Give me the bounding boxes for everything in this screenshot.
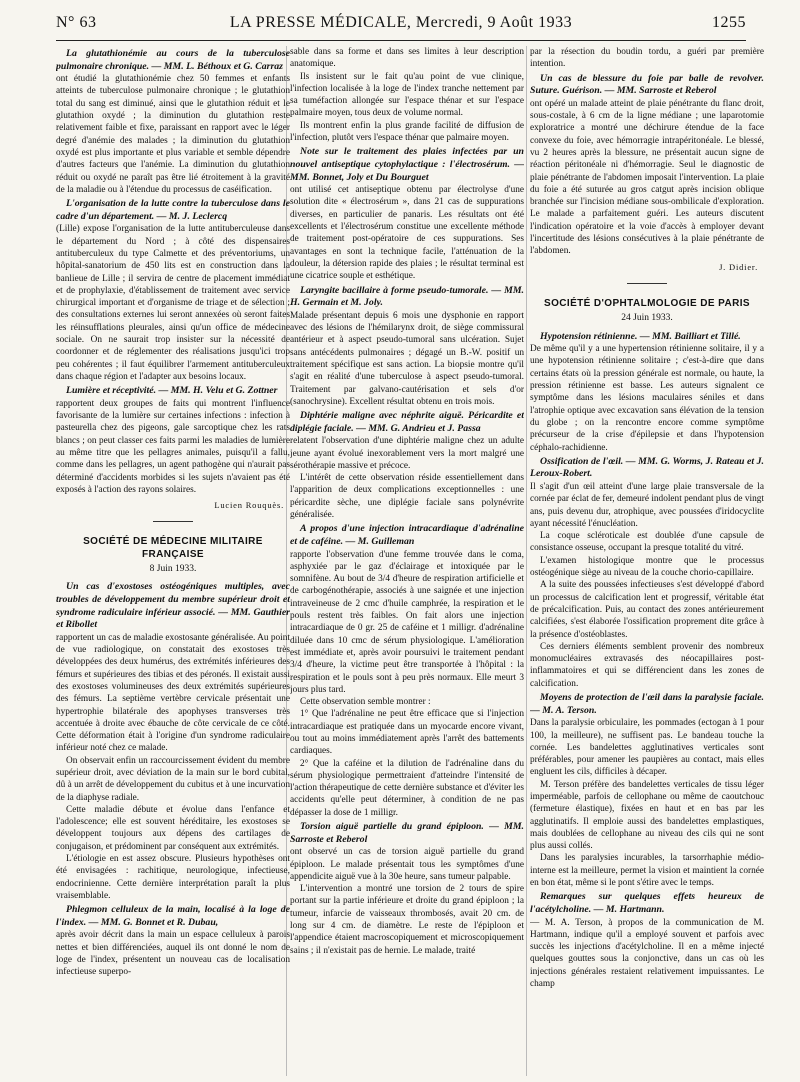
paragraph: 1° Que l'adrénaline ne peut être efficace que si l'injection intracardiaque est pratiquée dans un myocarde encore vivant, ou tout au moins immédiatement après l'arrêt des battements cardiaques. <box>290 709 524 757</box>
paragraph: L'examen histologique montre que le processus ostéogénique siège au niveau de la couche chorio-capillaire. <box>530 555 764 579</box>
article-body: relatent l'observation d'une diphtérie maligne chez un adulte jeune ayant évolué inexorablement vers la mort malgré une sérothérapie massive et précoce. <box>290 436 524 471</box>
article-heading: Ossification de l'œil. — MM. G. Worms, J. Rateau et J. Leroux-Robert. <box>530 455 764 480</box>
author-signature: Lucien Rouquès. <box>214 500 284 511</box>
paragraph: La coque scléroticale est doublée d'une capsule de consistance osseuse, occupant la presque totalité du vitré. <box>530 531 764 554</box>
article-heading: Diphtérie maligne avec néphrite aiguë. Péricardite et diplégie faciale. — MM. G. Andrieu et J. Passa <box>290 410 524 434</box>
article-body: rapportent deux groupes de faits qui montrent l'influence favorisante de la lumière sur certaines infections : infection à pasteurella chez des pigeons, gale sarcoptique chez les rats blancs ; on peut classer ces faits parmi les maladies de lumière au même titre que les pellagres animales, puisqu'il a fallu, comme dans les pellagres, un agent pathogène qui n'aurait pas déterminé d'accidents morbides si les sujets n'avaient pas été exposés à l'action des rayons solaires. <box>56 398 290 495</box>
article-body: Il s'agit d'un œil atteint d'une large plaie transversale de la cornée par éclat de fer, demeuré indolent pendant plus de vingt ans, puis devenu dur, atrophique, avec poussées d'iridocyclite ayant nécessité l'énucléation. <box>530 481 764 529</box>
paragraph: Cette observation semble montrer : <box>300 697 431 708</box>
article-body: ont utilisé cet antiseptique obtenu par électrolyse d'une solution dite « électrosérum », dans 21 cas de suppurations diverses, en particulier de panaris. Les résultats ont été excellents et l'électrosérum constitue une excellente méthode de traitement post-opératoire de ces suppurations. Ses avantages en sont la technique facile, l'atténuation de la douleur, la détersion rapide des plaies ; le résultat terminal est une cicatrice souple et esthétique. <box>290 185 524 282</box>
article-body: après avoir décrit dans la main un espace celluleux à parois nettes et bien différenciées, auquel ils ont donné le nom de loge de l'index, présentent un nouveau cas de localisation infectieuse superpo- <box>56 930 290 978</box>
article-heading: La glutathionémie au cours de la tuberculose pulmonaire chronique. — MM. L. Béthoux et G. Carraz <box>56 48 290 72</box>
article-body: (Lille) expose l'organisation de la lutte antituberculeuse dans le département du Nord ; à côté des dispensaires antituberculeux du type Calmette et des préventoriums, un hôpital-sanatorium de 450 lits est en construction dans la banlieue de Lille ; il servira de centre de placement immédiat et de prophylaxie, d'établissement de traitement avec service chirurgical important et d'organisme de triage et de sélection ; des consultations externes lui seront annexées où seront faites les réinsufflations pleurales, ainsi qu'un office de médecine sociale. On ne saurait trop insister sur la nécessité de coordonner et de réglementer des réalisations jusqu'ici trop peu cohérentes ; il faut équilibrer l'armement antituberculeux dans chaque région et l'adapter aux besoins locaux. <box>56 224 290 382</box>
article-body: rapporte l'observation d'une femme trouvée dans le coma, asphyxiée par le gaz d'éclairage et intoxiquée par le somnifène. Au bout de 3/4 d'heure de respiration artificielle et de carbogénothérapie, associés à une saignée et une injection intraveineuse de 2 cmc d'huile camphrée, la respiration et le pouls restent très faibles. On fait alors une injection intracardiaque de 0 gr. 25 de caféine et 1 milligr. d'adrénaline diluée dans 10 cmc de sérum physiologique. L'amélioration est immédiate et, après avoir poursuivi le traitement pendant 3/4 d'heure, la victime peut être transportée à l'hôpital : la respiration et le pouls sont à peu près normaux. Elle meurt 3 jours plus tard. <box>290 549 524 695</box>
paragraph: par la résection du boudin tordu, a guéri par première intention. <box>530 47 764 70</box>
paragraph: Cette maladie débute et évolue dans l'enfance et l'adolescence; elle est souvent héréditaire, les exostoses se développent toujours aux dépens des cartilages de conjugaison, et prédominent par conséquent aux extrémités. <box>56 804 290 852</box>
article-heading: Phlegmon celluleux de la main, localisé à la loge de l'index. — MM. G. Bonnet et R. Dubau, <box>56 904 290 928</box>
paragraph: On observait enfin un raccourcissement évident du membre supérieur droit, avec déviation de la main sur le bord cubital, dû à un arrêt de développement du cubitus et à une incurvation de la diaphyse radiale. <box>56 755 290 803</box>
paragraph: sable dans sa forme et dans ses limites à leur description anatomique. <box>290 47 524 70</box>
column-middle <box>290 46 524 1076</box>
article-body: ont étudié la glutathionémie chez 50 femmes et enfants atteints de tuberculose pulmonaire chronique ; le glutathion total du sang est diminué, ainsi que le glutathion réduit et le glutathion oxydé ; la diminution du glutathion reste relativement faible et fixe, paraissant en rapport avec le léger degré d'anémie des malades ; la diminution du glutathion oxydé est plus importante et plus variable et semble dépendre d'autres facteurs que l'anémie. La diminution du glutathion réduit ou oxydé ne paraît pas être lié étroitement à la gravité de la maladie ou à l'étendue du processus de caséification. <box>56 74 290 195</box>
article-heading: Torsion aiguë partielle du grand épiploon. — MM. Sarroste et Reberol <box>290 821 524 845</box>
paragraph: Ces derniers éléments semblent provenir des nombreux monomucléaires extravasés des néocapillaires post-inflammatoires et qui se différencient dans les zones de calcification. <box>530 641 764 689</box>
article-body: Malade présentant depuis 6 mois une dysphonie en rapport avec des lésions de l'hémilarynx droit, de siège commissural antérieur et à aspect pseudo-tumoral sans ulcération. Sujet sans antécédents pulmonaires ; dégagé un B.-W. positif un traitement spécifique est sans action. La biopsie montre qu'il s'agit en réalité d'une tuberculose à aspect pseudo-tumoral. Traitement par galvano-cautérisation et sels d'or (sanochrysine). Excellent résultat obtenu en trois mois. <box>290 310 524 407</box>
paragraph: Dans les paralysies incurables, la tarsorrhaphie médio-interne est la meilleure, permet la vision et maintient la cornée en bon état, même si le pont s'étire avec le temps. <box>530 853 764 889</box>
separator-rule <box>627 283 667 284</box>
article-body: Dans la paralysie orbiculaire, les pommades (ectogan à 1 pour 100, la meilleure), ne suffisent pas. Le bandeau touche la cornée. Les bandelettes agglutinatives verticales sont préférables, pour amener les paupières au contact, mais elles engluent les cils, difficiles à décaper. <box>530 718 764 778</box>
column-right <box>530 46 764 1076</box>
article-heading: L'organisation de la lutte contre la tuberculose dans le cadre d'un département. — M. J. Leclercq <box>56 198 290 222</box>
article-body: ont opéré un malade atteint de plaie pénétrante du flanc droit, sous-costale, à 6 cm de la ligne médiane ; une laparotomie exploratrice a montré une déchirure étendue de la face convexe du foie, avec hémorragie intrapéritonéale. Le blessé, vu 2 heures après la blessure, ne présentait aucun signe de réaction péritonéale ni d'hémorragie. Seul le diagnostic de plaie pénétrante de l'abdomen imposait l'intervention. La plaie du foie a été suturée au gros catgut après incision oblique branchée sur l'incision médiane sous-ombilicale d'exploration. Le malade a parfaitement guéri. Les auteurs discutent l'indication opératoire et la voie d'accès à employer devant l'incertitude des lésions consécutives à la plaie pénétrante de l'abdomen. <box>530 98 764 257</box>
section-date: 24 Juin 1933. <box>621 313 673 324</box>
paragraph: Ils insistent sur le fait qu'au point de vue clinique, l'infection localisée à la loge de l'index tranche nettement par sa tuméfaction allongée sur l'espace thénar et sur l'espace palmaire moyen, tous deux de volume normal. <box>290 71 524 119</box>
separator-rule <box>153 521 193 522</box>
article-heading: Moyens de protection de l'œil dans la paralysie faciale. — M. A. Terson. <box>530 692 764 716</box>
paragraph: Ils montrent enfin la plus grande facilité de diffusion de l'infection, plutôt vers l'espace thénar que palmaire moyen. <box>290 120 524 144</box>
article-heading: Note sur le traitement des plaies infectées par un nouvel antiseptique cytophylactique : l'électrosérum. — MM. Bonnet, Joly et Du Bourguet <box>290 146 524 183</box>
paragraph: L'intérêt de cette observation réside essentiellement dans l'apparition de deux complications exceptionnelles : une péricardite sèche, une diplégie faciale sans polynévrite généralisée. <box>290 473 524 521</box>
section-title: SOCIÉTÉ DE MÉDECINE MILITAIRE FRANÇAISE <box>83 536 263 560</box>
column-rule <box>526 46 527 1076</box>
article-body: De même qu'il y a une hypertension rétinienne solitaire, il y a une hypotension rétinienne solitaire ; c'est-à-dire que dans certains états où la pression générale est normale, ou haute, la pression rétinienne est basse. Les auteurs signalent ce symptôme dans les lésions maculaires séniles et dans l'atrophie optique avec excavation sans élévation de la tension du globe ; on la rencontre encore comme symptôme précurseur de la crise d'épilepsie et dans l'hypotension céphalo-rachidienne. <box>530 344 764 453</box>
paragraph: M. Terson préfère des bandelettes verticales de tissu léger imperméable, parfois de cellophane ou même de caoutchouc (fermeture élastique), fixées en haut et en bas par les agglutinatifs. Il emploie aussi des bandelettes emplastiques, mais doublées de cellophane au niveau des cils qui ne sont plus aussi collés. <box>530 779 764 852</box>
article-body: ont observé un cas de torsion aiguë partielle du grand épiploon. Le malade présentait tous les symptômes d'une appendicite aiguë vue à la 30e heure, sans tumeur palpable. <box>290 847 524 882</box>
paragraph: L'intervention a montré une torsion de 2 tours de spire portant sur la partie inférieure et droite du grand épiploon ; la tumeur, infarcie de vaisseaux thrombosés, avait 20 cm. de long sur 4 cm. de diamètre. Le reste de l'épiploon et l'appendice étaient macroscopiquement et microscopiquement sains ; il n'existait pas de hernie. Le malade, traité <box>290 884 524 956</box>
paragraph: A la suite des poussées infectieuses s'est développé d'abord un processus de calcification lent et progressif, véritable état de précalcification. Puis, au contact des zones antérieurement calcifiées, s'est élaborée l'ossification proprement dite grâce à la présence d'ostéoblastes. <box>530 580 764 640</box>
section-title: SOCIÉTÉ D'OPHTALMOLOGIE DE PARIS <box>544 297 750 309</box>
article-heading: Lumière et réceptivité. — MM. H. Velu et G. Zottner <box>66 385 278 397</box>
article-heading: Un cas d'exostoses ostéogéniques multiples, avec troubles de développement du membre supérieur droit et syndrome radiculaire inférieur associé. — MM. Gauthier et Ribollet <box>56 581 290 631</box>
author-signature: J. Didier. <box>719 261 758 272</box>
issue-number: N° 63 <box>56 14 97 31</box>
article-body: — M. A. Terson, à propos de la communication de M. Hartmann, indique qu'il a employé souvent et parfois avec succès les injections d'acétylcholine. Il en a même injecté quelques gouttes sous la conjonctive, dans un cas où les injections générales restaient relativement impuissantes. Le champ <box>530 917 764 990</box>
article-heading: Un cas de blessure du foie par balle de revolver. Suture. Guérison. — MM. Sarroste et Reberol <box>530 72 764 97</box>
article-heading: Hypotension rétinienne. — MM. Bailliart et Tillé. <box>540 330 741 342</box>
article-heading: A propos d'une injection intracardiaque d'adrénaline et de caféine. — M. Guilleman <box>290 523 524 547</box>
journal-title: LA PRESSE MÉDICALE, Mercredi, 9 Août 1933 <box>229 14 573 31</box>
article-heading: Laryngite bacillaire à forme pseudo-tumorale. — MM. H. Germain et M. Joly. <box>290 284 524 309</box>
paragraph: L'étiologie en est assez obscure. Plusieurs hypothèses ont été envisagées : rachitique, neurologique, infectieuse, endocrinienne. Cette dernière interprétation paraît la plus vraisemblable. <box>56 854 290 901</box>
section-date: 8 Juin 1933. <box>149 564 197 575</box>
running-header <box>56 14 746 41</box>
paragraph: 2° Que la caféine et la dilution de l'adrénaline dans du sérum physiologique permettraient d'atteindre l'intensité de l'action thérapeutique de cette dernière substance et d'éviter les accidents qu'elle peut déterminer, à condition de ne pas dépasser la dose de 1 milligr. <box>290 758 524 818</box>
column-left <box>56 46 290 1076</box>
article-heading: Remarques sur quelques effets heureux de l'acétylcholine. — M. Hartmann. <box>530 891 764 915</box>
page-number: 1255 <box>712 14 746 31</box>
article-body: rapportent un cas de maladie exostosante généralisée. Au point de vue radiologique, on constatait des exostoses très développées des deux humérus, des extrémités inférieures des fémurs et supérieures des tibias et des péronés. Il existait aussi des exostoses volumineuses des deux extrémités supérieures des fémurs. La septième vertèbre cervicale présentait une hypertrophie bilatérale des apophyses transverses très accentuée à droite avec ébauche de côte cervicale de ce côté. Cette déformation était à l'origine d'un syndrome radiculaire inférieur noté chez ce malade. <box>56 632 290 754</box>
